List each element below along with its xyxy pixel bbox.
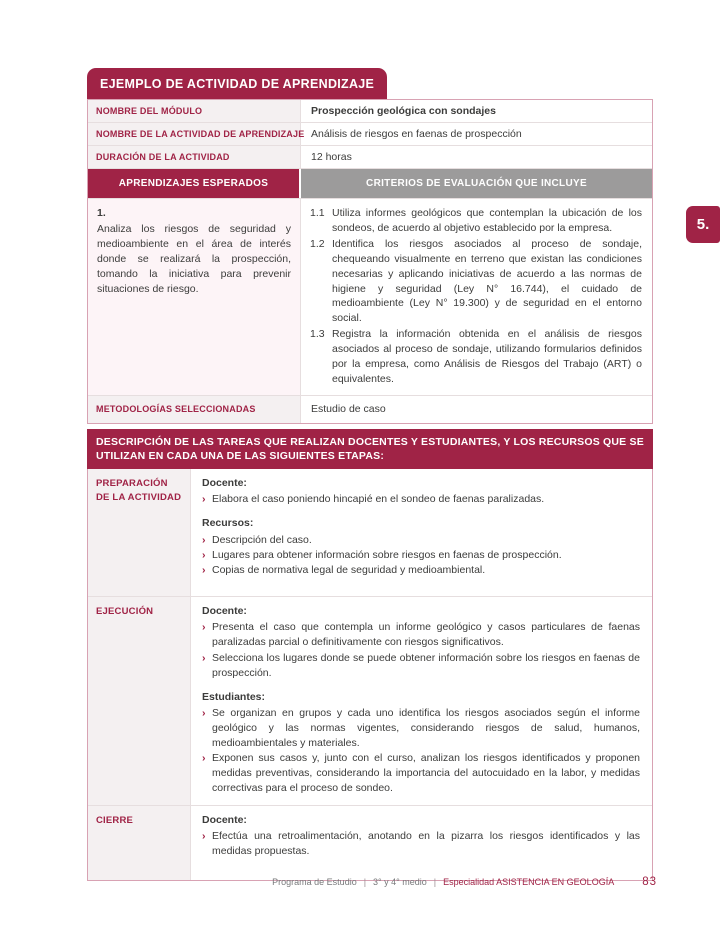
stage-content-preparacion [191, 469, 652, 596]
group-heading: Docente: [202, 605, 247, 618]
bullet-item [202, 533, 640, 548]
bullet-item [202, 651, 640, 681]
bullet-marker: › [202, 493, 206, 506]
bullet-marker: › [202, 706, 206, 719]
stage-label-ejecucion: EJECUCIÓN [88, 597, 191, 804]
module-value: Prospección geológica con sondajes [311, 105, 496, 117]
bullet-item [202, 829, 640, 859]
footer-separator: | [433, 877, 437, 887]
methodology-value: Estudio de caso [311, 403, 386, 416]
bullet-text: Selecciona los lugares donde se puede obtener información sobre los riesgos en faenas de prospección. [212, 651, 640, 679]
group-heading: Recursos: [202, 517, 254, 530]
bullet-text: Efectúa una retroalimentación, anotando en la pizarra los riesgos identificados y las medidas propuestas. [212, 829, 640, 857]
table-row-activity-name [88, 123, 652, 146]
evaluation-criteria-header: CRITERIOS DE EVALUACIÓN QUE INCLUYE [301, 169, 652, 198]
criteria-number: 1.2 [310, 237, 325, 250]
bullet-marker: › [202, 651, 206, 664]
tasks-description-banner: DESCRIPCIÓN DE LAS TAREAS QUE REALIZAN DOCENTES Y ESTUDIANTES, Y LOS RECURSOS QUE SE UTILIZAN EN CADA UNA DE LAS SIGUIENTES ETAPAS: [87, 429, 653, 469]
table-row-methodology [88, 396, 652, 423]
bullet-text: Descripción del caso. [212, 533, 312, 546]
criteria-number: 1.3 [310, 328, 325, 341]
bullet-item [202, 620, 640, 650]
module-label: NOMBRE DEL MÓDULO [88, 100, 301, 122]
learning-outcome-text: Analiza los riesgos de seguridad y medioambiente en el área de interés donde se realizará la prospección, tomando la iniciativa para prevenir situaciones de riesgo. [97, 222, 291, 295]
bullet-item [202, 492, 640, 507]
task-group [202, 476, 640, 507]
group-heading: Docente: [202, 813, 247, 826]
activity-name-label: NOMBRE DE LA ACTIVIDAD DE APRENDIZAJE [88, 123, 301, 145]
learning-criteria-row [88, 199, 652, 396]
bullet-marker: › [202, 533, 206, 546]
stage-row-preparacion [88, 469, 652, 597]
criteria-item [310, 237, 642, 326]
bullet-marker: › [202, 829, 206, 842]
learning-outcome-cell [88, 199, 301, 395]
duration-label: DURACIÓN DE LA ACTIVIDAD [88, 146, 301, 168]
stage-label-cierre: CIERRE [88, 806, 191, 880]
footer-separator: | [363, 877, 367, 887]
bullet-text: Presenta el caso que contempla un informe geológico y casos particulares de faenas paralizadas parcial o definitivamente con riesgos significativos. [212, 621, 640, 649]
footer-grade: 3° y 4° medio [373, 877, 427, 887]
group-heading: Docente: [202, 477, 247, 490]
stage-label-preparacion: PREPARACIÓN DE LA ACTIVIDAD [88, 469, 191, 596]
criteria-number: 1.1 [310, 207, 325, 219]
chapter-tab: 5. [686, 206, 720, 243]
footer-specialty: Especialidad ASISTENCIA EN GEOLOGÍA [443, 877, 615, 887]
page-content [87, 68, 653, 881]
bullet-text: Exponen sus casos y, junto con el curso, analizan los riesgos identificados y proponen medidas preventivas, considerando la importancia del autocuidado en la labor, y medidas correctivas para el proceso de sondeo. [212, 752, 640, 795]
stage-content-cierre [191, 806, 652, 880]
bullet-marker: › [202, 563, 206, 576]
bullet-item [202, 751, 640, 796]
learning-outcome-number: 1. [97, 207, 106, 219]
stage-row-ejecucion [88, 597, 652, 805]
page-footer [272, 876, 657, 888]
stage-row-cierre [88, 806, 652, 880]
activity-info-table [87, 99, 653, 424]
methodology-label: METODOLOGÍAS SELECCIONADAS [88, 396, 301, 423]
learning-outcomes-header: APRENDIZAJES ESPERADOS [88, 169, 301, 198]
criteria-text: Utiliza informes geológicos que contemplan la ubicación de los sondeos, de acuerdo al objetivo establecido por la empresa. [332, 207, 642, 234]
criteria-text: Registra la información obtenida en el análisis de riesgos asociados al proceso de sondaje, utilizando formularios definidos por la empresa, como Análisis de Riesgos del Trabajo (ART) o equivalentes. [332, 328, 642, 385]
task-group [202, 516, 640, 577]
bullet-text: Se organizan en grupos y cada uno identifica los riesgos asociados según el informe geológico y las normas vigentes, considerando riesgos de salud, humanos, medioambientales y materiales. [212, 706, 640, 750]
bullet-text: Lugares para obtener información sobre riesgos en faenas de prospección. [212, 548, 562, 561]
page-number: 83 [642, 876, 657, 888]
bullet-item [202, 548, 640, 563]
footer-program: Programa de Estudio [272, 877, 357, 887]
bullet-marker: › [202, 621, 206, 634]
criteria-item [310, 206, 642, 236]
criteria-text: Identifica los riesgos asociados al proceso de sondaje, chequeando visualmente en terreno que existan las condiciones necesarias y aplicando iniciativas de acuerdo a las normas de higiene y seguridad (Ley N° 16.744), el cuidado de medioambiente (Ley N° 19.300) y de seguridad en el entorno social. [332, 237, 642, 325]
table-row-duration [88, 146, 652, 169]
stages-table [87, 469, 653, 880]
bullet-item [202, 563, 640, 578]
task-group [202, 604, 640, 681]
bullet-marker: › [202, 548, 206, 561]
activity-title-banner: EJEMPLO DE ACTIVIDAD DE APRENDIZAJE [87, 68, 387, 99]
activity-name-value: Análisis de riesgos en faenas de prospección [311, 128, 522, 140]
criteria-item [310, 327, 642, 387]
bullet-marker: › [202, 752, 206, 765]
task-group [202, 690, 640, 797]
group-heading: Estudiantes: [202, 690, 266, 703]
bullet-text: Elabora el caso poniendo hincapié en el sondeo de faenas paralizadas. [212, 493, 545, 506]
bullet-item [202, 706, 640, 751]
table-row-module [88, 100, 652, 123]
bullet-text: Copias de normativa legal de seguridad y medioambiental. [212, 563, 486, 576]
task-group [202, 813, 640, 859]
stage-content-ejecucion [191, 597, 652, 804]
criteria-cell [301, 199, 652, 395]
table-header-row [88, 169, 652, 199]
duration-value: 12 horas [311, 151, 352, 163]
